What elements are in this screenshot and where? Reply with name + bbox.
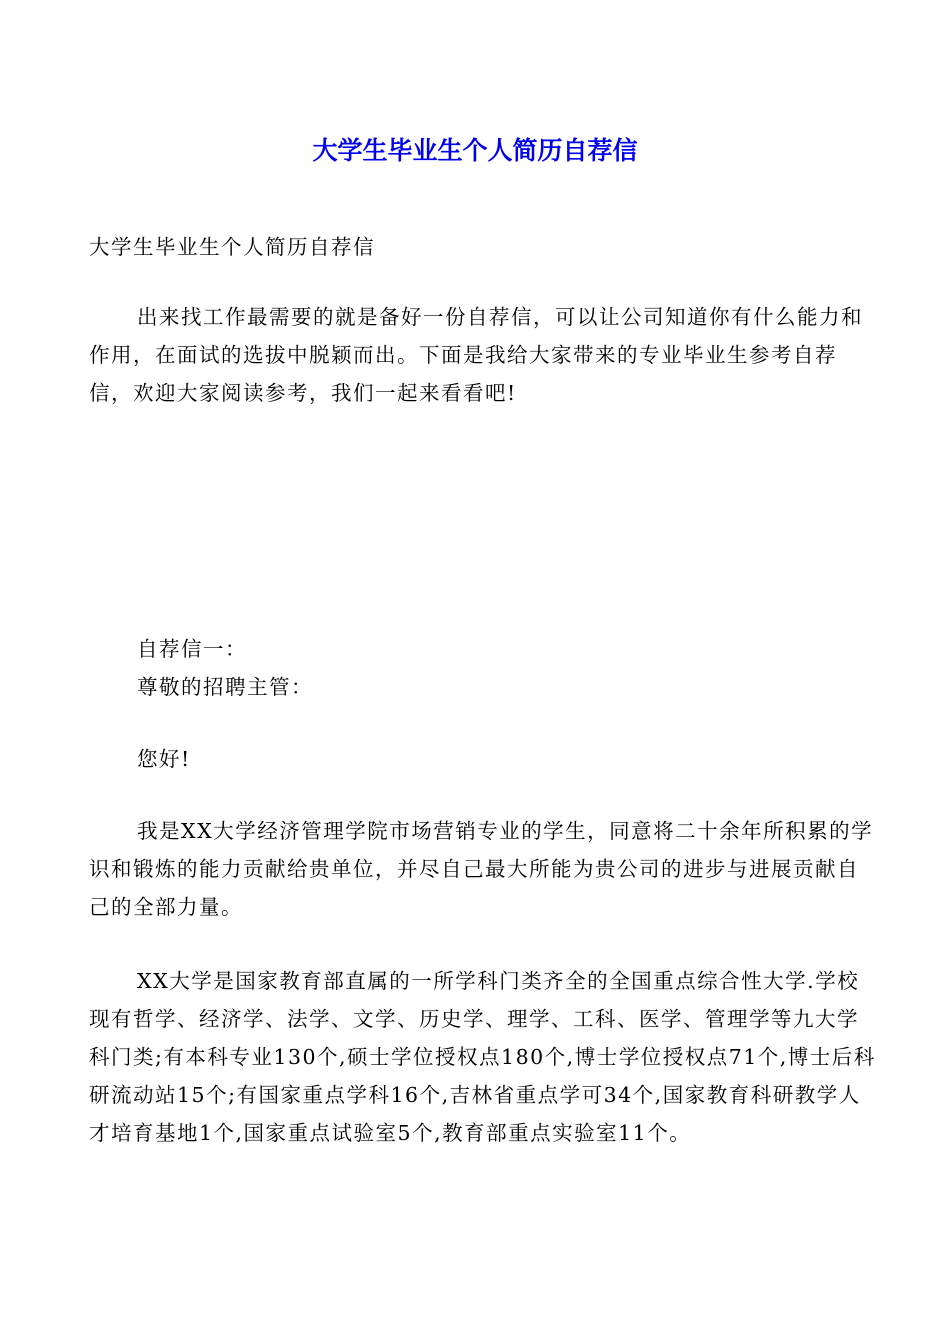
letter-heading: 自荐信一： [137,637,247,661]
document-subtitle: 大学生毕业生个人简历自荐信 [89,235,375,259]
page-title: 大学生毕业生个人简历自荐信 [312,136,638,165]
body-paragraph-1: 我是XX大学经济管理学院市场营销专业的学生，同意将二十余年所积累的学识和锻炼的能力贡献给贵单位，并尽自己最大所能为贵公司的进步与进展贡献自己的全部力量。 [89,819,874,919]
greeting: 您好! [137,747,191,771]
salutation: 尊敬的招聘主管： [137,675,313,699]
intro-paragraph: 出来找工作最需要的就是备好一份自荐信，可以让公司知道你有什么能力和作用，在面试的选拔中脱颖而出。下面是我给大家带来的专业毕业生参考自荐信，欢迎大家阅读参考，我们一起来看看吧! [89,305,863,405]
body-paragraph-2: XX大学是国家教育部直属的一所学科门类齐全的全国重点综合性大学.学校现有哲学、经济学、法学、文学、历史学、理学、工科、医学、管理学等九大学科门类;有本科专业130个,硕士学位授权点180个,博士学位授权点71个,博士后科研流动站15个;有国家重点学科16个,吉林省重点学可34个,国家教育科研教学人才培育基地1个,国家重点试验室5个,教育部重点实验室11个。 [89,969,876,1145]
